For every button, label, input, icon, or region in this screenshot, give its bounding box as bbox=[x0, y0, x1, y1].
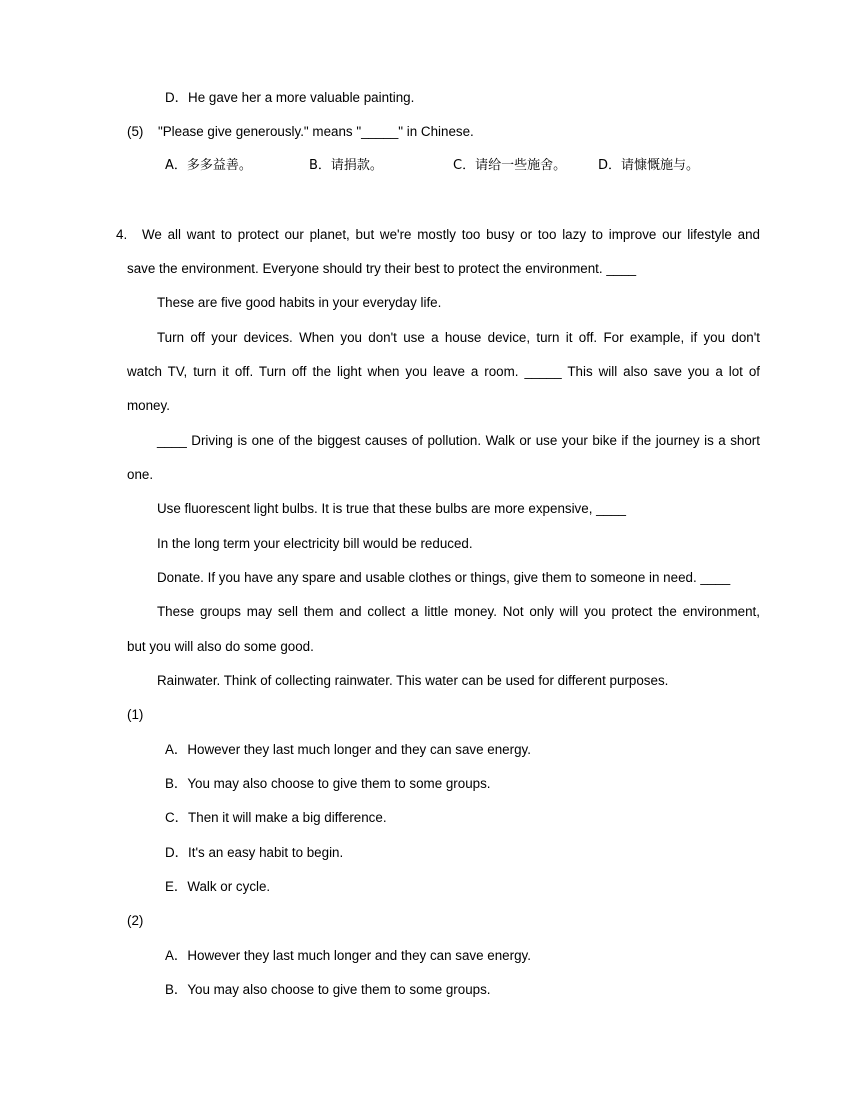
q4-paragraph-7-line1: These groups may sell them and collect a little money. Not only will you protect the environment, bbox=[157, 604, 760, 619]
q4-paragraph-4: Use fluorescent light bulbs. It is true that these bulbs are more expensive, ____ bbox=[157, 501, 626, 516]
q4-sub2-option-b: B．You may also choose to give them to some groups. bbox=[165, 982, 491, 997]
q3-sub5-option-a: A．多多益善。 bbox=[165, 158, 252, 173]
q4-sub1-option-c: C．Then it will make a big difference. bbox=[165, 810, 387, 825]
q3-option-d: D．He gave her a more valuable painting. bbox=[165, 90, 415, 105]
q4-paragraph-3-line1: ____ Driving is one of the biggest causes of pollution. Walk or use your bike if the journey is a short bbox=[157, 433, 760, 448]
q3-sub5-option-c: C．请给一些施舍。 bbox=[453, 158, 567, 173]
q4-sub2-option-a: A．However they last much longer and they can save energy. bbox=[165, 948, 531, 963]
q4-paragraph-2-line2: watch TV, turn it off. Turn off the light when you leave a room. _____ This will also save you a lot of bbox=[127, 364, 760, 379]
q4-paragraph-3-line2: one. bbox=[127, 467, 154, 482]
q4-paragraph-2-line1: Turn off your devices. When you don't use a house device, turn it off. For example, if you don't bbox=[157, 330, 760, 345]
q4-intro-line1: We all want to protect our planet, but we're mostly too busy or too lazy to improve our lifestyle and bbox=[142, 227, 760, 242]
q4-number: 4. bbox=[116, 227, 128, 242]
q4-intro-line2: save the environment. Everyone should try their best to protect the environment. ____ bbox=[127, 261, 637, 276]
q4-paragraph-2-line3: money. bbox=[127, 398, 170, 413]
q4-paragraph-6: Donate. If you have any spare and usable clothes or things, give them to someone in need. ____ bbox=[157, 570, 731, 585]
q4-paragraph-8: Rainwater. Think of collecting rainwater. This water can be used for different purposes. bbox=[157, 673, 669, 688]
q4-paragraph-1: These are five good habits in your everyday life. bbox=[157, 295, 442, 310]
q4-sub1-number: (1) bbox=[127, 707, 144, 722]
q3-sub5-option-b: B．请捐款。 bbox=[309, 158, 383, 173]
q3-sub5-question-line bbox=[127, 123, 474, 141]
q4-sub2-number: (2) bbox=[127, 913, 144, 928]
q3-sub5-option-d: D．请慷慨施与。 bbox=[598, 158, 700, 173]
q3-sub5-options bbox=[0, 157, 860, 175]
q4-paragraph-7-line2: but you will also do some good. bbox=[127, 639, 314, 654]
q4-paragraph-5: In the long term your electricity bill would be reduced. bbox=[157, 536, 473, 551]
q4-sub1-option-d: D．It's an easy habit to begin. bbox=[165, 845, 344, 860]
q3-sub5-question: "Please give generously." means "_____" in Chinese. bbox=[158, 124, 474, 139]
q4-sub1-option-a: A．However they last much longer and they can save energy. bbox=[165, 742, 531, 757]
q4-sub1-option-b: B．You may also choose to give them to some groups. bbox=[165, 776, 491, 791]
q3-sub5-number: (5) bbox=[127, 124, 144, 139]
q4-sub1-option-e: E．Walk or cycle. bbox=[165, 879, 271, 894]
